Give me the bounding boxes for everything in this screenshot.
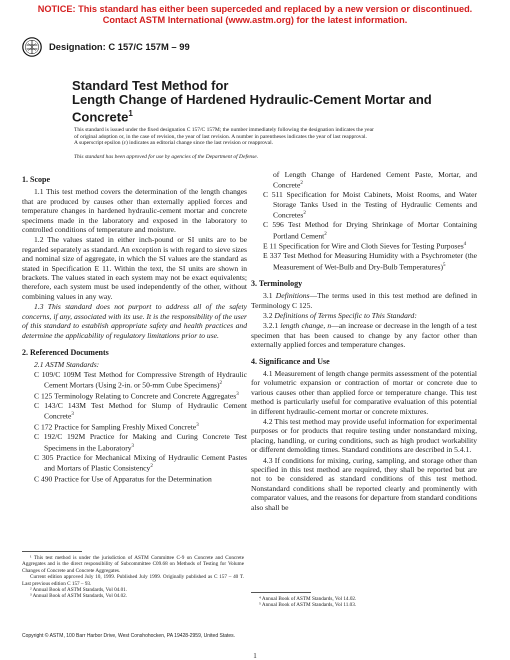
footnote-divider: [251, 592, 311, 593]
page-number: 1: [253, 652, 257, 660]
reference-item: C 596 Test Method for Drying Shrinkage of Mortar Containing Portland Cement$^2$: [263, 220, 477, 241]
reference-item: C 172 Practice for Sampling Freshly Mixed Concrete$^3$: [34, 422, 199, 432]
paragraph-4-3: 4.3 If conditions for mixing, curing, sampling, and storage other than specified in this test method are required, they shall be reported but are not to be considered as standard conditions of this test method. Nonstandard conditions shall be reported clearly and prominently with comparator values, and the reasons for departure from standard conditions also shall be: [251, 455, 477, 512]
issuance-note: [74, 127, 474, 147]
title-line-1: Standard Test Method for: [72, 78, 229, 93]
notice-line-2: Contact ASTM International (www.astm.org) for the latest information.: [102, 15, 408, 25]
paragraph-3-1: 3.1 Definitions—The terms used in this test method are defined in Terminology C 125.: [251, 291, 477, 310]
title-line-3: Concrete: [72, 109, 129, 125]
notice-line-1: NOTICE: This standard has either been superceded and replaced by a new version or discontinued.: [37, 4, 473, 14]
footnote-item: ⁴ Annual Book of ASTM Standards, Vol 14.02.: [259, 596, 357, 602]
footnote-item: ² Annual Book of ASTM Standards, Vol 04.01.: [30, 587, 128, 594]
footnotes-right: [251, 596, 477, 609]
document-title: [72, 79, 452, 124]
right-column: [251, 170, 477, 512]
reference-item: C 125 Terminology Relating to Concrete and Concrete Aggregates$^3$: [34, 391, 239, 401]
reference-item: E 11 Specification for Wire and Cloth Sieves for Testing Purposes$^4$: [263, 241, 467, 251]
section-heading-significance: 4. Significance and Use: [251, 356, 330, 366]
paragraph-1-3: 1.3 This standard does not purport to address all of the safety concerns, if any, associated with its use. It is the responsibility of the user of this standard to establish appropriate safety and health practices and determine the applicability of regulatory limitations prior to use.: [22, 302, 247, 340]
reference-item: C 490 Practice for Use of Apparatus for the Determination: [34, 474, 212, 484]
reference-item: C 305 Practice for Mechanical Mixing of Hydraulic Cement Pastes and Mortars of Plastic Consistency$^2$: [34, 452, 247, 473]
section-heading-referenced-documents: 2. Referenced Documents: [22, 347, 109, 357]
reference-item: C 109/C 109M Test Method for Compressive Strength of Hydraulic Cement Mortars (Using 2-in. or 50-mm Cube Specimens)$^2$: [34, 369, 247, 390]
dod-approval-note: This standard has been approved for use by agencies of the Department of Defense.: [74, 154, 259, 160]
reference-item: E 337 Test Method for Measuring Humidity with a Psychrometer (the Measurement of Wet-Bulb and Dry-Bulb Temperatures)$^5$: [263, 251, 477, 272]
astm-logo-icon: [22, 37, 42, 57]
designation: Designation: C 157/C 157M – 99: [49, 41, 190, 52]
left-column: [22, 170, 247, 484]
issuance-line-1: This standard is issued under the fixed designation C 157/C 157M; the number immediately following the designation indicates the year: [74, 127, 374, 133]
title-footnote-mark: 1: [128, 109, 133, 118]
reference-item: C 143/C 143M Test Method for Slump of Hydraulic Cement Concrete$^3$: [34, 401, 247, 421]
copyright-line: Copyright © ASTM, 100 Barr Harbor Drive, West Conshohocken, PA 19428-2959, United States.: [22, 633, 236, 639]
paragraph-1-1: 1.1 This test method covers the determination of the length changes that are produced by causes other than externally applied forces and temperature changes in hardened hydraulic-cement mortar and concrete specimens made in the laboratory and exposed in the laboratory to controlled conditions of temperature and moisture.: [22, 187, 247, 235]
issuance-line-3: A superscript epsilon (ε) indicates an editorial change since the last revision or reapproval.: [74, 140, 274, 147]
section-heading-terminology: 3. Terminology: [251, 278, 303, 288]
footnotes-left: [22, 555, 244, 600]
supersede-notice: [0, 4, 510, 26]
footnote-divider: [22, 551, 82, 552]
astm-standards-label: 2.1 ASTM Standards:: [34, 360, 100, 370]
reference-item: C 192/C 192M Practice for Making and Curing Concrete Test Specimens in the Laboratory$^3$: [34, 432, 247, 453]
reference-continuation: of Length Change of Hardened Cement Paste, Mortar, and Concrete$^2$: [273, 170, 477, 190]
paragraph-3-2-1: 3.2.1 length change, n—an increase or decrease in the length of a test specimen that has been caused to change by any factor other than externally applied forces and temperature changes.: [251, 321, 477, 350]
paragraph-3-2: 3.2 Definitions of Terms Specific to This Standard:: [263, 310, 417, 320]
footnote-item: ¹ This test method is under the jurisdiction of ASTM Committee C-9 on Concrete and Concrete Aggregates and is the direct responsibility of Subcommittee C09.68 on Methods of Testing for Volume Changes of Concrete and Concrete Aggregates.: [22, 555, 244, 574]
reference-list: [22, 370, 247, 484]
section-heading-scope: 1. Scope: [22, 175, 50, 184]
reference-item: C 511 Specification for Moist Cabinets, Moist Rooms, and Water Storage Tanks Used in the Testing of Hydraulic Cements and Concretes$^2$: [263, 190, 477, 220]
paragraph-4-1: 4.1 Measurement of length change permits assessment of the potential for volumetric expansion or contraction of mortar or concrete due to various causes other than applied force or temperature change. This test method is particularly useful for comparative evaluation of this potential in different hydraulic-cement mortar or concrete mixtures.: [251, 368, 477, 416]
footnote-item: Current edition approved July 10, 1999. Published July 1999. Originally published as C 157 – 40 T. Last previous edition C 157 – 93.: [22, 574, 244, 587]
footnote-item: ⁵ Annual Book of ASTM Standards, Vol 11.03.: [259, 602, 357, 609]
paragraph-4-2: 4.2 This test method may provide useful information for experimental purposes or for products that require testing under nonstandard mixing, placing, handling, or curing conditions, such as high product workability or different demolding times. Standard conditions are described in 5.4.1.: [251, 417, 477, 455]
footnote-item: ³ Annual Book of ASTM Standards, Vol 04.02.: [30, 593, 128, 600]
title-line-2: Length Change of Hardened Hydraulic-Cement Mortar and: [72, 92, 432, 107]
paragraph-1-2: 1.2 The values stated in either inch-pound or SI units are to be regarded separately as standard. An exception is with regard to sieve sizes and nominal size of aggregate, in which the SI values are the standard as stated in Specification E 11. Within the text, the SI units are shown in brackets. The values stated in each system may not be exact equivalents; therefore, each system must be used independently of the other, without combining values in any way.: [22, 235, 247, 301]
issuance-line-2: of original adoption or, in the case of revision, the year of last revision. A number in parentheses indicates the year of last reapproval.: [74, 133, 367, 140]
